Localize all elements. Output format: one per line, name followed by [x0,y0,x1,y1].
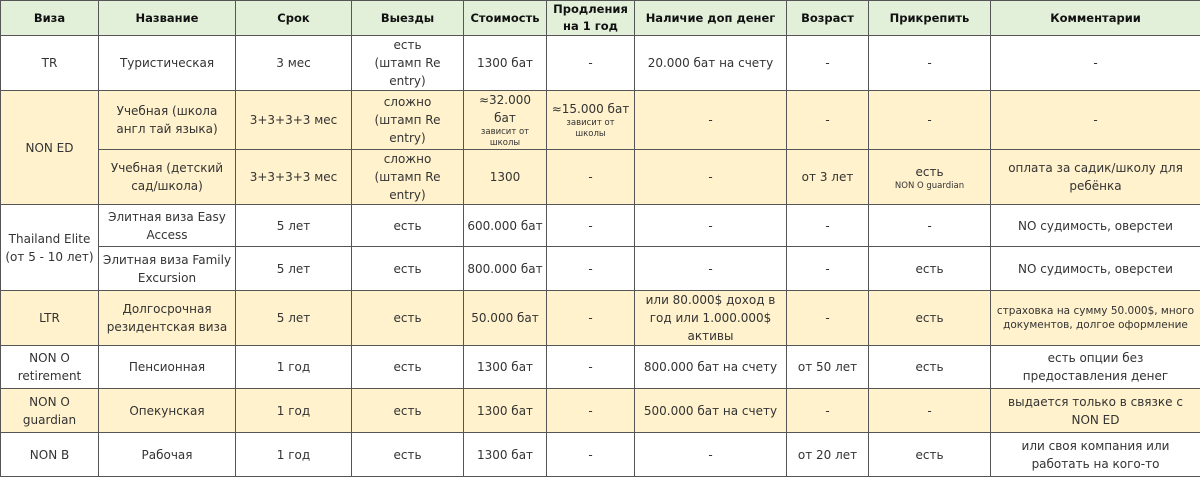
attach-text: есть [915,448,943,462]
ext-text: - [588,170,592,184]
attach-cell [869,205,991,247]
name-cell [99,433,236,477]
cost-cell [464,389,547,433]
term-text: 1 год [277,404,310,418]
comment-cell [991,150,1200,205]
exits-text: есть [393,404,421,418]
cost-cell [464,433,547,477]
money-cell [635,433,787,477]
exits-cell [352,346,464,389]
ext-note-text: зависит от школы [550,118,631,140]
comment-text: - [1093,113,1097,127]
ext-cell [547,205,635,247]
table-row [1,247,1200,291]
cost-text: 1300 [490,170,521,184]
age-text: от 20 лет [798,448,857,462]
exits-cell [352,91,464,150]
attach-cell [869,247,991,291]
age-text: от 50 лет [798,360,857,374]
exits-cell [352,247,464,291]
cost-text: 1300 бат [477,56,533,70]
exits-note-text: (штамп Re entry) [355,168,460,204]
cost-cell [464,247,547,291]
money-cell [635,291,787,346]
exits-cell [352,291,464,346]
attach-text: есть [915,165,943,179]
term-text: 3+3+3+3 мес [250,170,338,184]
attach-cell [869,150,991,205]
visa-type-cell: NON B [1,433,99,477]
comment-text: оплата за садик/школу для ребёнка [1008,161,1183,193]
exits-text: есть [393,38,421,52]
money-text: - [708,113,712,127]
term-cell [236,346,352,389]
age-text: - [825,262,829,276]
comment-cell [991,91,1200,150]
column-header: Продления на 1 год [547,1,635,36]
cost-text: 800.000 бат [467,262,542,276]
money-cell [635,91,787,150]
exits-cell [352,150,464,205]
ext-text: - [588,262,592,276]
comment-text: страховка на сумму 50.000$, много документов, долгое оформление [997,305,1194,331]
table-row [1,91,1200,150]
attach-cell [869,346,991,389]
attach-cell [869,433,991,477]
table-row [1,389,1200,433]
table-row [1,36,1200,91]
attach-cell [869,91,991,150]
money-cell [635,389,787,433]
exits-text: сложно [384,152,432,166]
term-cell [236,150,352,205]
money-text: 500.000 бат на счету [644,404,777,418]
exits-cell [352,36,464,91]
money-text: - [708,262,712,276]
comment-text: есть опции без предоставления денег [1023,351,1168,383]
cost-text: 1300 бат [477,404,533,418]
attach-text: есть [915,262,943,276]
term-text: 3 мес [276,56,310,70]
exits-note-text: (штамп Re entry) [355,111,460,147]
money-text: - [708,448,712,462]
ext-text: - [588,448,592,462]
ext-text: - [588,311,592,325]
name-cell [99,91,236,150]
attach-cell [869,389,991,433]
money-cell [635,36,787,91]
visa-type-cell: Thailand Elite (от 5 - 10 лет) [1,205,99,291]
term-cell [236,433,352,477]
column-header: Название [99,1,236,36]
column-header: Возраст [787,1,869,36]
term-text: 3+3+3+3 мес [250,113,338,127]
comment-cell [991,205,1200,247]
name-text: Элитная виза Family Excursion [103,253,231,285]
attach-note-text: NON O guardian [872,181,987,192]
table-row [1,150,1200,205]
cost-text: ≈32.000 бат [479,93,531,125]
column-header: Комментарии [991,1,1200,36]
age-cell [787,150,869,205]
age-cell [787,389,869,433]
visa-type-cell: NON O guardian [1,389,99,433]
cost-cell [464,205,547,247]
term-text: 1 год [277,360,310,374]
term-cell [236,205,352,247]
comment-cell [991,346,1200,389]
ext-cell [547,346,635,389]
comment-cell [991,291,1200,346]
term-cell [236,36,352,91]
name-cell [99,247,236,291]
age-cell [787,91,869,150]
visa-type-cell: NON O retirement [1,346,99,389]
age-text: - [825,219,829,233]
visa-type-cell: NON ED [1,91,99,205]
column-header: Наличие доп денег [635,1,787,36]
comment-cell [991,433,1200,477]
ext-cell [547,91,635,150]
age-cell [787,205,869,247]
column-header: Прикрепить [869,1,991,36]
attach-text: - [927,219,931,233]
visa-type-cell: LTR [1,291,99,346]
term-text: 5 лет [277,219,311,233]
comment-cell [991,36,1200,91]
exits-text: есть [393,262,421,276]
attach-text: есть [915,360,943,374]
cost-cell [464,36,547,91]
table-row [1,205,1200,247]
attach-cell [869,291,991,346]
exits-cell [352,433,464,477]
ext-text: ≈15.000 бат [552,102,630,116]
name-cell [99,150,236,205]
ext-cell [547,389,635,433]
exits-text: есть [393,448,421,462]
ext-cell [547,433,635,477]
attach-text: - [927,56,931,70]
name-text: Учебная (школа англ тай языка) [116,104,217,136]
exits-text: есть [393,360,421,374]
term-cell [236,291,352,346]
name-cell [99,389,236,433]
name-cell [99,291,236,346]
age-cell [787,247,869,291]
age-text: - [825,56,829,70]
comment-cell [991,389,1200,433]
name-text: Учебная (детский сад/школа) [111,161,223,193]
attach-cell [869,36,991,91]
term-cell [236,91,352,150]
age-text: от 3 лет [802,170,854,184]
ext-cell [547,36,635,91]
name-text: Рабочая [142,448,193,462]
term-text: 5 лет [277,311,311,325]
age-text: - [825,311,829,325]
table-row [1,291,1200,346]
term-cell [236,247,352,291]
attach-text: - [927,113,931,127]
column-header: Срок [236,1,352,36]
column-header: Виза [1,1,99,36]
name-text: Долгосрочная резидентская виза [107,302,228,334]
ext-text: - [588,56,592,70]
ext-cell [547,291,635,346]
cost-text: 1300 бат [477,360,533,374]
age-cell [787,433,869,477]
money-text: 800.000 бат на счету [644,360,777,374]
money-text: 20.000 бат на счету [648,56,774,70]
cost-cell [464,346,547,389]
name-cell [99,205,236,247]
age-cell [787,291,869,346]
name-cell [99,36,236,91]
name-text: Элитная виза Easy Access [108,210,226,242]
money-text: или 80.000$ доход в год или 1.000.000$ активы [646,293,776,343]
table-row [1,433,1200,477]
ext-cell [547,247,635,291]
comment-text: NO судимость, оверстеи [1018,219,1173,233]
name-cell [99,346,236,389]
exits-cell [352,205,464,247]
age-text: - [825,404,829,418]
attach-text: есть [915,311,943,325]
cost-cell [464,91,547,150]
money-cell [635,205,787,247]
term-cell [236,389,352,433]
ext-text: - [588,219,592,233]
name-text: Туристическая [120,56,214,70]
comment-text: или своя компания или работать на кого-то [1022,439,1170,471]
exits-text: есть [393,219,421,233]
money-cell [635,247,787,291]
comment-cell [991,247,1200,291]
ext-text: - [588,404,592,418]
name-text: Опекунская [129,404,204,418]
exits-note-text: (штамп Re entry) [355,54,460,90]
money-text: - [708,219,712,233]
cost-text: 600.000 бат [467,219,542,233]
term-text: 1 год [277,448,310,462]
cost-text: 1300 бат [477,448,533,462]
exits-cell [352,389,464,433]
money-text: - [708,170,712,184]
column-header: Выезды [352,1,464,36]
visa-type-cell: TR [1,36,99,91]
ext-text: - [588,360,592,374]
exits-text: сложно [384,95,432,109]
comment-text: - [1093,56,1097,70]
term-text: 5 лет [277,262,311,276]
comment-text: NO судимость, оверстеи [1018,262,1173,276]
name-text: Пенсионная [129,360,205,374]
comment-text: выдается только в связке с NON ED [1008,395,1183,427]
age-cell [787,346,869,389]
money-cell [635,150,787,205]
column-header: Стоимость [464,1,547,36]
table-row [1,346,1200,389]
cost-note-text: зависит от школы [467,127,543,149]
attach-text: - [927,404,931,418]
cost-cell [464,291,547,346]
exits-text: есть [393,311,421,325]
age-text: - [825,113,829,127]
age-cell [787,36,869,91]
cost-cell [464,150,547,205]
cost-text: 50.000 бат [471,311,539,325]
money-cell [635,346,787,389]
ext-cell [547,150,635,205]
header-row [1,1,1200,36]
